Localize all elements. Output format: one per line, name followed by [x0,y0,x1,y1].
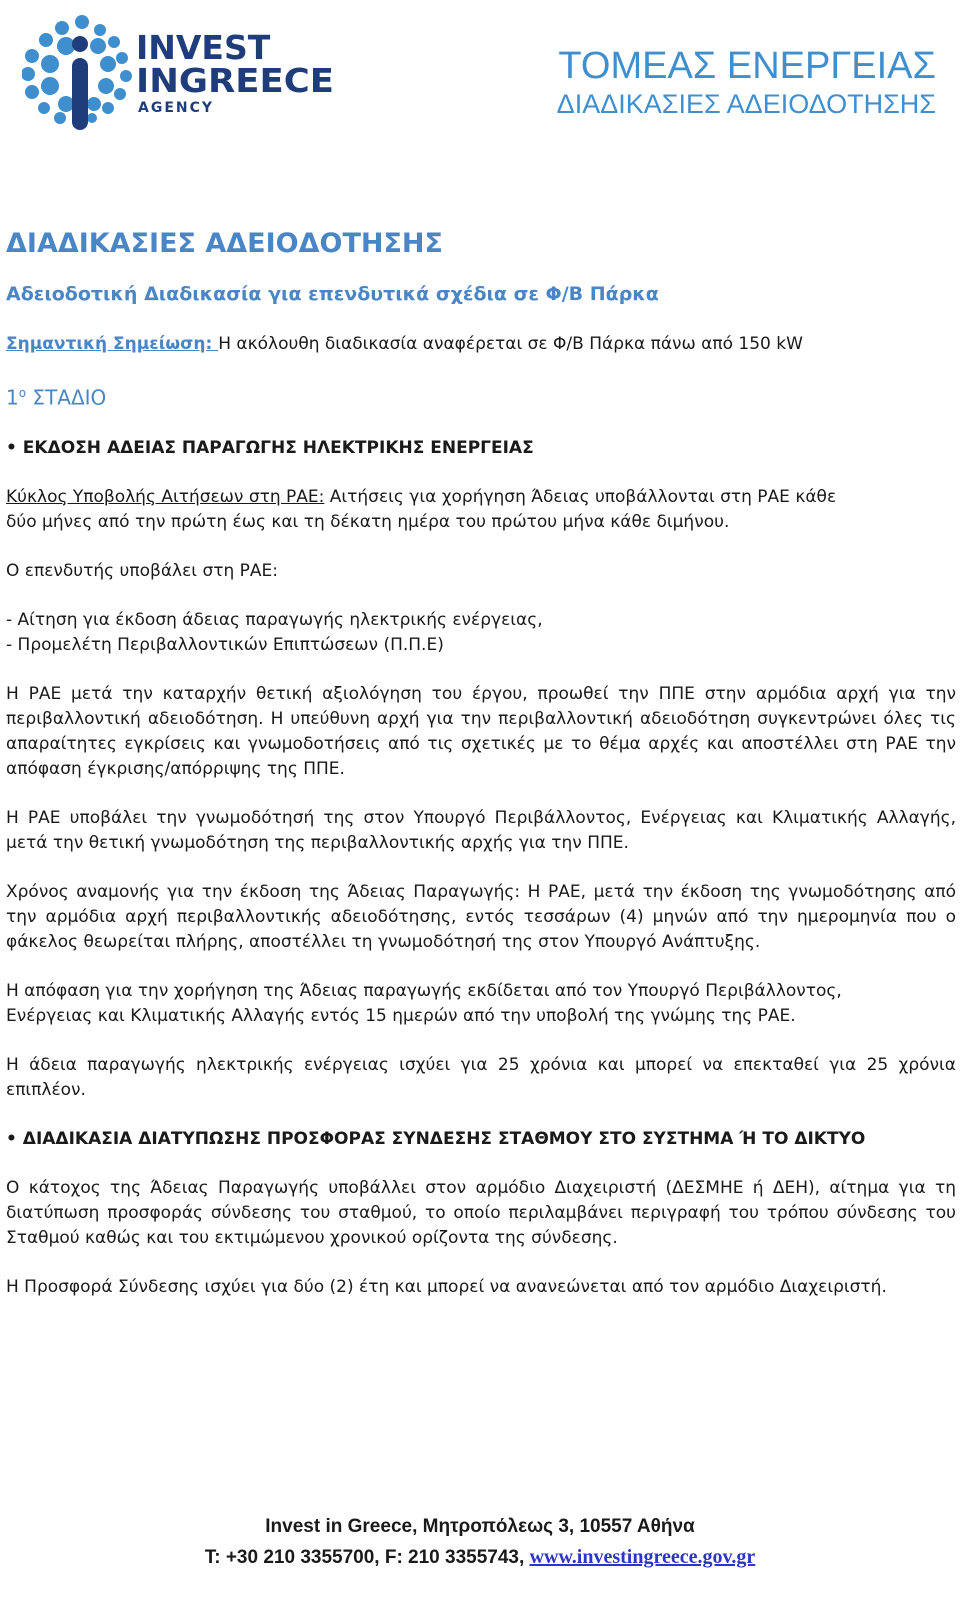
investor-submits: Ο επενδυτής υποβάλει στη ΡΑΕ: [6,560,278,581]
stage-number: 1 [6,385,19,410]
paragraph-rae-forwards: Η ΡΑΕ μετά την καταρχήν θετική αξιολόγηση του έργου, προωθεί την ΠΠΕ στην αρμόδια αρχή για την περιβαλλοντική αδειοδότηση. Η υπεύθυνη αρχή για την περιβαλλοντική αδειοδότηση συγκεντρώνει όλες τις απαραίτητες εγκρίσεις και γνωμοδοτήσεις από τις σχετικές με το θέμα αρχές και αποστέλλει στη ΡΑΕ την απόφαση έγκρισης/απόρριψης της ΠΠΕ. [6,683,956,779]
logo-graphic [22,14,342,136]
document-body [6,228,956,1324]
stage-superscript: ο [18,386,27,400]
bullet-production-license-text: ΕΚΔΟΣΗ ΑΔΕΙΑΣ ΠΑΡΑΓΩΓΗΣ ΗΛΕΚΤΡΙΚΗΣ ΕΝΕΡΓΕΙΑΣ [22,437,534,458]
footer-address: Invest in Greece, Μητροπόλεως 3, 10557 Αθήνα [265,1516,695,1537]
footer-website-link[interactable]: www.investingreece.gov.gr [529,1546,756,1568]
stage-label: ΣΤΑΔΙΟ [26,385,107,410]
bullet-icon: • [6,1128,23,1149]
document-header [557,44,936,120]
important-note [6,332,956,357]
submission-cycle-line2: δύο μήνες από την πρώτη έως και τη δέκατη ημέρα του πρώτου μήνα κάθε διμήνου. [6,511,730,532]
logo-text-agency: AGENCY [138,100,215,116]
submission-list [6,608,956,658]
bullet-production-license [6,436,956,461]
paragraph-decision-line1: Η απόφαση για την χορήγηση της Άδειας παραγωγής εκδίδεται από τον Υπουργό Περιβάλλοντος, [6,980,842,1001]
paragraph-offer: Η Προσφορά Σύνδεσης ισχύει για δύο (2) έτη και μπορεί να ανανεώνεται από τον αρμόδιο Διαχειριστή. [6,1276,887,1297]
submission-cycle-text: Αιτήσεις για χορήγηση Άδειας υποβάλλονται στη ΡΑΕ κάθε [324,486,837,507]
list-item: - Αίτηση για έκδοση άδειας παραγωγής ηλεκτρικής ενέργειας, [6,609,543,630]
logo-text-ingreece: INGREECE [136,61,334,100]
submission-cycle [6,485,956,535]
paragraph-holder: Ο κάτοχος της Άδειας Παραγωγής υποβάλλει στον αρμόδιο Διαχειριστή (ΔΕΣΜΗΕ ή ΔΕΗ), αίτημα για τη διατύπωση προσφοράς σύνδεσης του σταθμού, το οποίο περιλαμβάνει περιγραφή του τρόπου σύνδεσης του Σταθμού καθώς και του εκτιμώμενου χρονικού ορίζοντα της σύνδεσης. [6,1177,956,1248]
important-note-text: Η ακόλουθη διαδικασία αναφέρεται σε Φ/Β Πάρκα πάνω από 150 kW [218,334,803,354]
paragraph-waiting-time: Χρόνος αναμονής για την έκδοση της Άδειας Παραγωγής: Η ΡΑΕ, μετά την έκδοση της γνωμοδότησης από την αρμόδια αρχή περιβαλλοντικής αδειοδότησης, εντός τεσσάρων (4) μηνών από την ημερομηνία που ο φάκελος θεωρείται πλήρης, αποστέλλει τη γνωμοδότησή της στον Υπουργό Ανάπτυξης. [6,881,956,952]
submission-cycle-line1 [6,485,956,510]
logo-text-invest: INVEST [136,28,271,67]
bullet-connection-offer [6,1127,956,1152]
invest-in-greece-logo[interactable] [22,14,342,136]
stage-heading [6,381,956,410]
bullet-icon: • [6,437,23,458]
submission-cycle-label: Κύκλος Υποβολής Αιτήσεων στη ΡΑΕ: [6,486,325,507]
bullet-connection-offer-text: ΔΙΑΔΙΚΑΣΙΑ ΔΙΑΤΥΠΩΣΗΣ ΠΡΟΣΦΟΡΑΣ ΣΥΝΔΕΣΗΣ ΣΤΑΘΜΟΥ ΣΤΟ ΣΥΣΤΗΜΑ Ή ΤΟ ΔΙΚΤΥΟ [22,1128,866,1149]
list-item: - Προμελέτη Περιβαλλοντικών Επιπτώσεων (Π.Π.Ε) [6,634,444,655]
paragraph-validity: Η άδεια παραγωγής ηλεκτρικής ενέργειας ισχύει για 25 χρόνια και μπορεί να επεκταθεί για 25 χρόνια επιπλέον. [6,1054,956,1100]
main-heading: ΔΙΑΔΙΚΑΣΙΕΣ ΑΔΕΙΟΔΟΤΗΣΗΣ [6,228,443,259]
important-note-label: Σημαντική Σημείωση: [6,334,219,354]
paragraph-decision-line2: Ενέργειας και Κλιματικής Αλλαγής εντός 15 ημερών από την υποβολή της γνώμης της ΡΑΕ. [6,1005,796,1026]
footer-contact [0,1542,960,1573]
footer-phones: T: +30 210 3355700, F: 210 3355743, [204,1547,530,1568]
paragraph-decision [6,979,956,1029]
paragraph-rae-submits: Η ΡΑΕ υποβάλει την γνωμοδότησή της στον Υπουργό Περιβάλλοντος, Ενέργειας και Κλιματικής Αλλαγής, μετά την θετική γνωμοδότηση της περιβαλλοντικής αρχής για την ΠΠΕ. [6,807,956,853]
header-title: ΤΟΜΕΑΣ ΕΝΕΡΓΕΙΑΣ [558,45,936,87]
sub-heading: Αδειοδοτική Διαδικασία για επενδυτικά σχέδια σε Φ/Β Πάρκα [6,283,659,305]
document-footer [0,1512,960,1573]
header-subtitle: ΔΙΑΔΙΚΑΣΙΕΣ ΑΔΕΙΟΔΟΤΗΣΗΣ [556,89,936,119]
